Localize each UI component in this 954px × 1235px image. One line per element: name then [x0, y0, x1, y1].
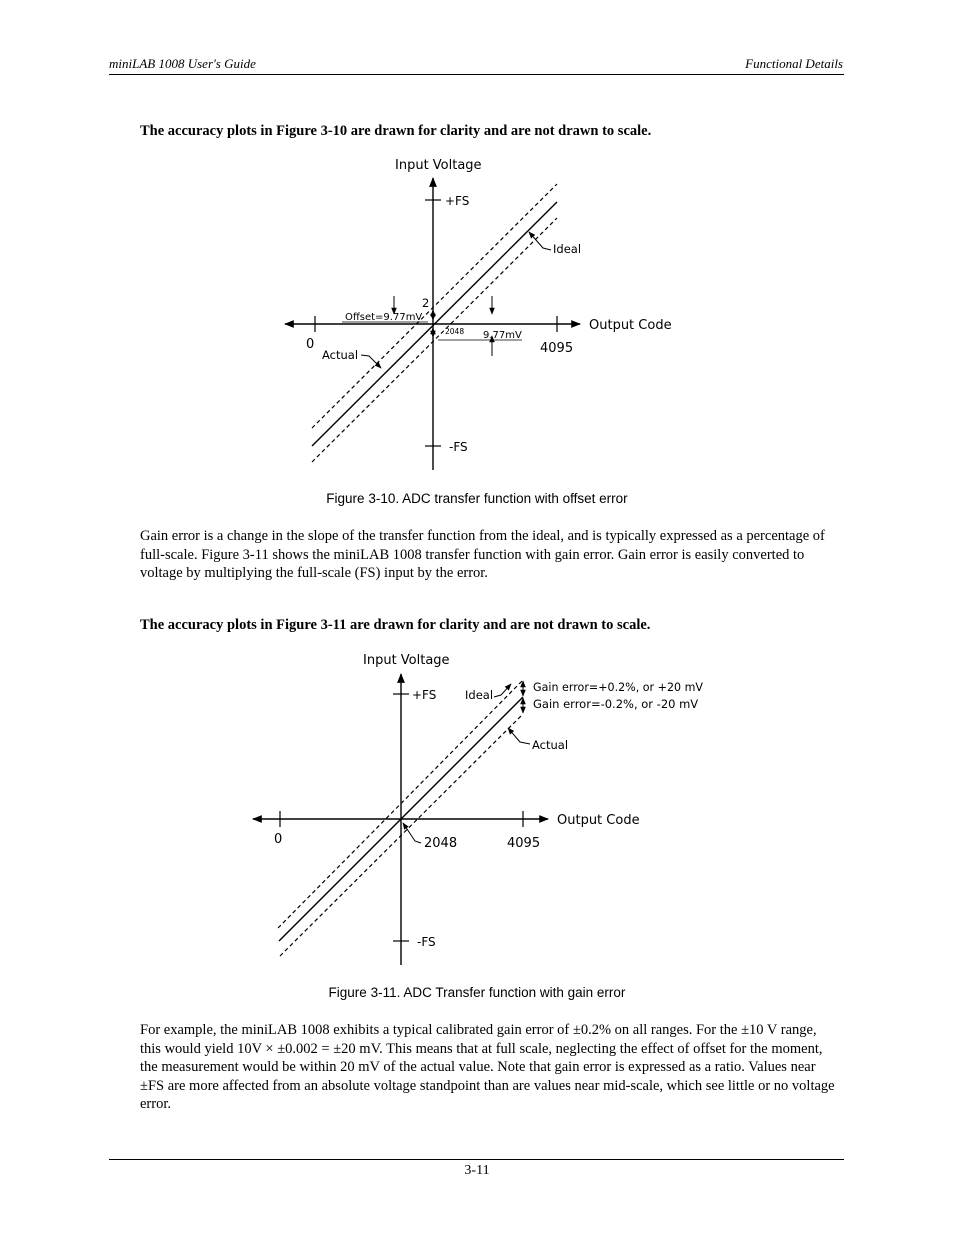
fig10-ideal-label: Ideal [553, 242, 582, 256]
fig11-caption: Figure 3-11. ADC Transfer function with gain error [328, 985, 626, 1000]
header-title: miniLAB 1008 User's Guide [109, 56, 256, 71]
fig11-y-axis-label: Input Voltage [363, 653, 450, 668]
fig10-plus-fs: +FS [445, 194, 470, 208]
fig10-x-axis-label: Output Code [589, 318, 672, 333]
fig11-zero-label: 0 [274, 832, 283, 847]
footer-rule [109, 1159, 844, 1160]
fig10-offset-value: 9.77mV [483, 330, 522, 341]
fig11-minus-fs: -FS [417, 935, 436, 949]
fig10-two-label: 2 [422, 296, 430, 310]
fig11-gain-plus-label: Gain error=+0.2%, or +20 mV [533, 680, 704, 694]
fig10-note: The accuracy plots in Figure 3-10 are drawn for clarity and are not drawn to scale. [140, 123, 652, 139]
header-section: Functional Details [745, 56, 843, 71]
fig11-note: The accuracy plots in Figure 3-11 are drawn for clarity and are not drawn to scale. [140, 617, 651, 633]
fig11-plus-fs: +FS [412, 688, 437, 702]
page-number: 3-11 [464, 1163, 490, 1178]
gain-error-paragraph: Gain error is a change in the slope of the transfer function from the ideal, and is typically expressed as a percentage of full-scale. Figure 3-11 shows the miniLAB 1008 transfer function with gain error. Gain error is easily converted to voltage by multiplying the full-scale (FS) input by the error. [140, 528, 825, 581]
fig11-x-axis-label: Output Code [557, 813, 640, 828]
fig10-minus-fs: -FS [449, 440, 468, 454]
fig11-diagram [240, 645, 710, 980]
fig10-max-code: 4095 [540, 341, 574, 356]
fig11-gain-minus-label: Gain error=-0.2%, or -20 mV [533, 697, 699, 711]
header-rule [109, 74, 844, 75]
fig11-ideal-label: Ideal [465, 688, 494, 702]
fig10-zero-label: 0 [306, 337, 315, 352]
fig10-caption: Figure 3-10. ADC transfer function with offset error [326, 491, 628, 506]
fig10-actual-label: Actual [322, 348, 359, 362]
fig10-diagram [270, 150, 690, 480]
fig11-max-code: 4095 [507, 836, 541, 851]
fig11-actual-label: Actual [532, 738, 569, 752]
fig10-mid-code: 2048 [445, 327, 465, 336]
fig10-upper-bound-line [312, 184, 557, 428]
fig10-y-axis-label: Input Voltage [395, 158, 482, 173]
fig10-offset-label: Offset=9.77mV [345, 312, 423, 323]
example-paragraph: For example, the miniLAB 1008 exhibits a typical calibrated gain error of ±0.2% on all ranges. For the ±10 V range, this would yield 10V × ±0.002 = ±20 mV. This means that at full scale, neglecting the effect of offset for the moment, the measurement would be within 20 mV of the actual value. Note that gain error is expressed as a ratio. Values near ±FS are more affected from an absolute voltage standpoint than are values near mid-scale, which see little or no voltage error. [140, 1022, 835, 1112]
fig11-mid-code: 2048 [424, 836, 458, 851]
